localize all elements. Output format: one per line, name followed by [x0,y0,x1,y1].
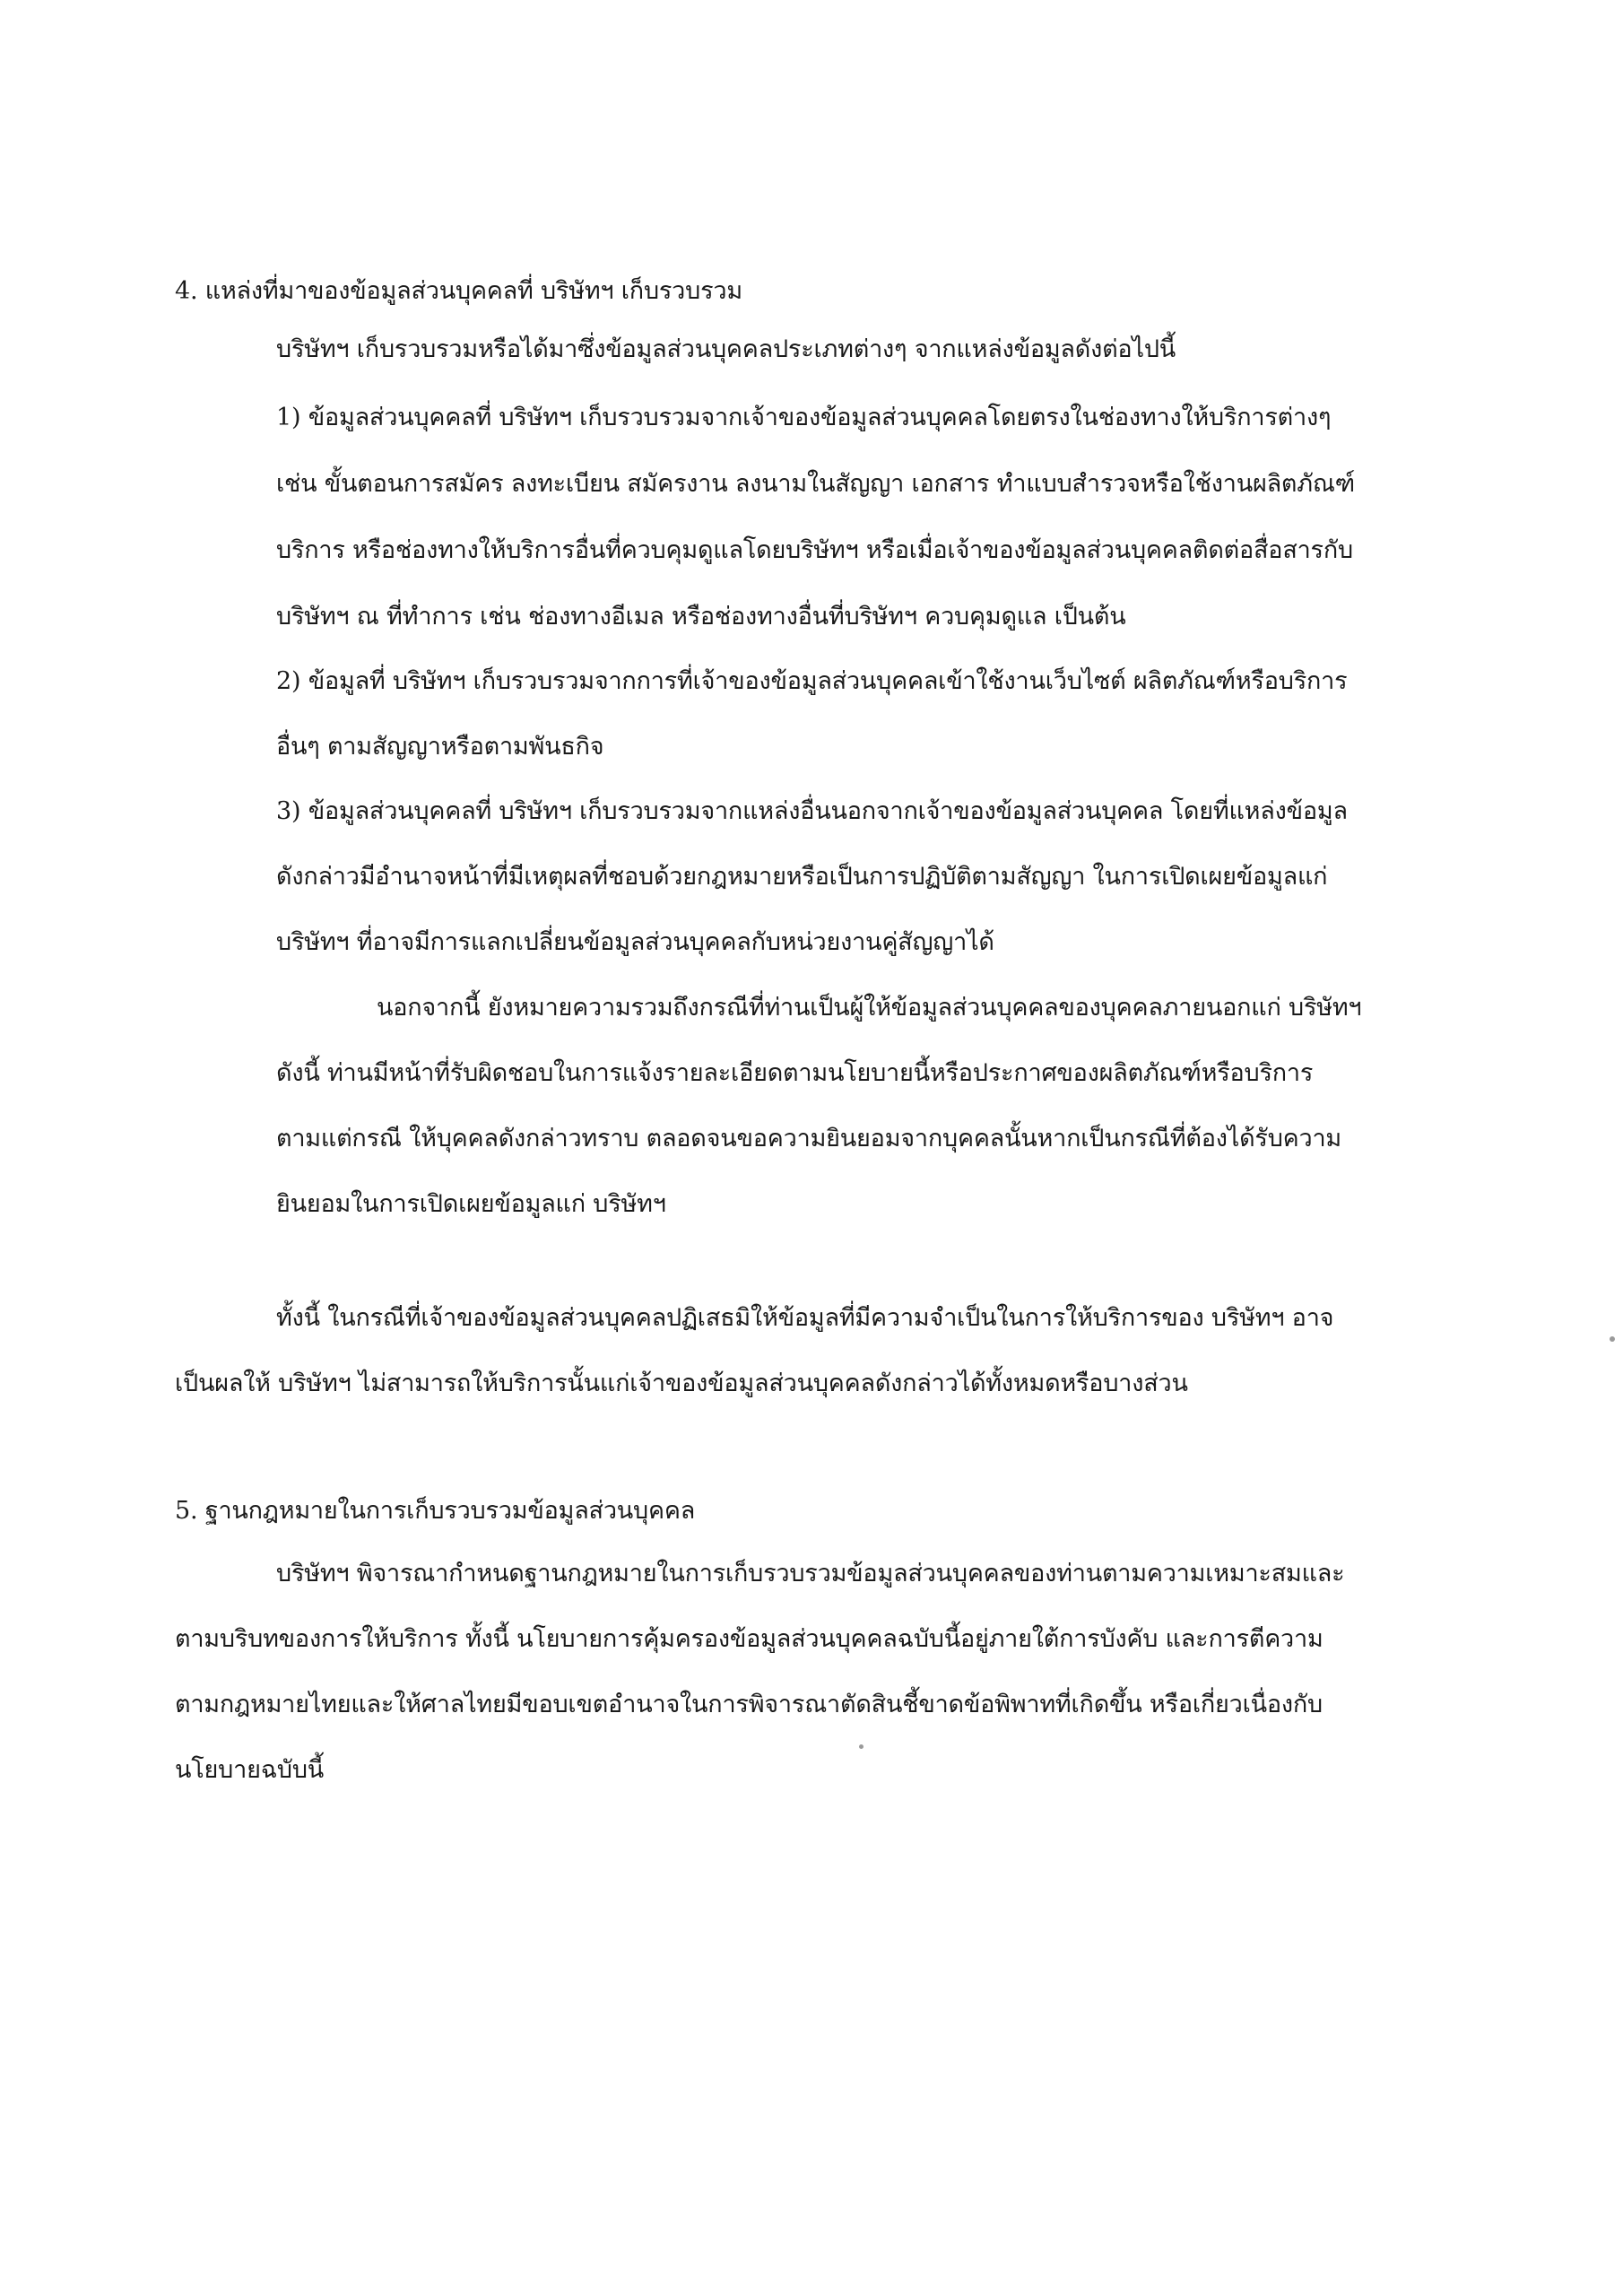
item-1-line-1: 1) ข้อมูลส่วนบุคคลที่ บริษัทฯ เก็บรวบรวมจากเจ้าของข้อมูลส่วนบุคคลโดยตรงในช่องทางให้บริการต่างๆ [276,404,1332,431]
item-1-line-4: บริษัทฯ ณ ที่ทำการ เช่น ช่องทางอีเมล หรือช่องทางอื่นที่บริษัทฯ ควบคุมดูแล เป็นต้น [276,603,1126,631]
additional-line-4: ยินยอมในการเปิดเผยข้อมูลแก่ บริษัทฯ [276,1190,666,1218]
note-line-1: ทั้งนี้ ในกรณีที่เจ้าของข้อมูลส่วนบุคคลปฏิเสธมิให้ข้อมูลที่มีความจำเป็นในการให้บริการของ บริษัทฯ อาจ [276,1304,1334,1332]
item-1-line-3: บริการ หรือช่องทางให้บริการอื่นที่ควบคุมดูแลโดยบริษัทฯ หรือเมื่อเจ้าของข้อมูลส่วนบุคคลติดต่อสื่อสารกับ [276,536,1353,564]
item-3-line-1: 3) ข้อมูลส่วนบุคคลที่ บริษัทฯ เก็บรวบรวมจากแหล่งอื่นนอกจากเจ้าของข้อมูลส่วนบุคคล โดยที่แหล่งข้อมูล [276,797,1348,825]
item-1-line-2: เช่น ขั้นตอนการสมัคร ลงทะเบียน สมัครงาน ลงนามในสัญญา เอกสาร ทำแบบสำรวจหรือใช้งานผลิตภัณฑ์ [276,470,1355,498]
section-4-heading: 4. แหล่งที่มาของข้อมูลส่วนบุคคลที่ บริษัทฯ เก็บรวบรวม [175,277,742,305]
section-5-heading: 5. ฐานกฎหมายในการเก็บรวบรวมข้อมูลส่วนบุคคล [175,1497,696,1525]
scan-speck [1610,1336,1615,1342]
note-line-2: เป็นผลให้ บริษัทฯ ไม่สามารถให้บริการนั้นแก่เจ้าของข้อมูลส่วนบุคคลดังกล่าวได้ทั้งหมดหรือบางส่วน [175,1370,1188,1397]
item-3-line-2: ดังกล่าวมีอำนาจหน้าที่มีเหตุผลที่ชอบด้วยกฎหมายหรือเป็นการปฏิบัติตามสัญญา ในการเปิดเผยข้อมูลแก่ [276,863,1328,891]
section-4-intro: บริษัทฯ เก็บรวบรวมหรือได้มาซึ่งข้อมูลส่วนบุคคลประเภทต่างๆ จากแหล่งข้อมูลดังต่อไปนี้ [276,335,1176,363]
section-5-line-2: ตามบริบทของการให้บริการ ทั้งนี้ นโยบายการคุ้มครองข้อมูลส่วนบุคคลฉบับนี้อยู่ภายใต้การบังคับ และการตีความ [175,1625,1324,1653]
item-2-line-2: อื่นๆ ตามสัญญาหรือตามพันธกิจ [276,733,604,761]
item-2-line-1: 2) ข้อมูลที่ บริษัทฯ เก็บรวบรวมจากการที่เจ้าของข้อมูลส่วนบุคคลเข้าใช้งานเว็บไซต์ ผลิตภัณฑ์หรือบริการ [276,667,1348,695]
item-3-line-3: บริษัทฯ ที่อาจมีการแลกเปลี่ยนข้อมูลส่วนบุคคลกับหน่วยงานคู่สัญญาได้ [276,928,994,956]
section-5-line-1: บริษัทฯ พิจารณากำหนดฐานกฎหมายในการเก็บรวบรวมข้อมูลส่วนบุคคลของท่านตามความเหมาะสมและ [276,1560,1345,1587]
scan-speck [859,1744,864,1749]
additional-line-2: ดังนี้ ท่านมีหน้าที่รับผิดชอบในการแจ้งรายละเอียดตามนโยบายนี้หรือประกาศของผลิตภัณฑ์หรือบริการ [276,1059,1314,1087]
additional-line-1: นอกจากนี้ ยังหมายความรวมถึงกรณีที่ท่านเป็นผู้ให้ข้อมูลส่วนบุคคลของบุคคลภายนอกแก่ บริษัทฯ [377,994,1362,1022]
additional-line-3: ตามแต่กรณี ให้บุคคลดังกล่าวทราบ ตลอดจนขอความยินยอมจากบุคคลนั้นหากเป็นกรณีที่ต้องได้รับความ [276,1125,1342,1152]
section-5-line-4: นโยบายฉบับนี้ [175,1756,325,1784]
section-5-line-3: ตามกฎหมายไทยและให้ศาลไทยมีขอบเขตอำนาจในการพิจารณาตัดสินชี้ขาดข้อพิพาทที่เกิดขึ้น หรือเกี่ยวเนื่องกับ [175,1691,1323,1718]
